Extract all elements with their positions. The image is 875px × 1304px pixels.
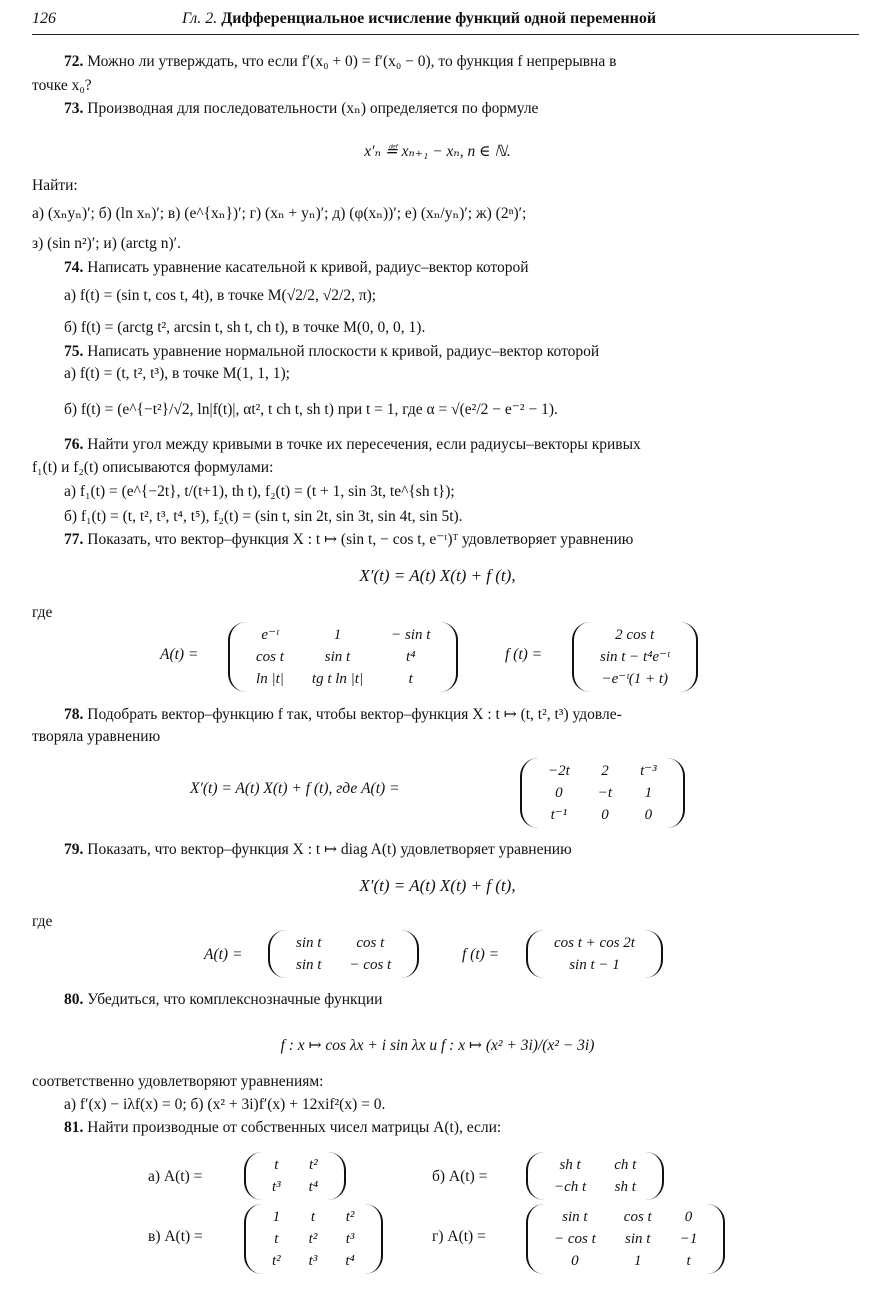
matrix-A-label: A(t) = xyxy=(204,946,243,963)
matrix-d-label: г) A(t) = xyxy=(432,1228,486,1245)
matrix-cell: t xyxy=(274,1157,279,1173)
matrix-A-77 xyxy=(228,622,458,692)
matrix-cell: 1 xyxy=(634,1253,642,1269)
formula-77 xyxy=(0,566,875,586)
problem-text: Можно ли утверждать, что если f′(x₀ + 0) = f′(x₀ − 0), то функция f непрерывна в xyxy=(87,53,617,70)
formula: X′(t) = A(t) X(t) + f (t), xyxy=(359,566,516,585)
problem-text: Подобрать вектор–функцию f так, чтобы вектор–функция X : t ↦ (t, t², t³) удовле- xyxy=(87,706,622,723)
matrix-row xyxy=(586,624,684,646)
header-divider xyxy=(32,34,859,35)
matrix-cell: t² xyxy=(308,1231,318,1247)
matrix-cell: sin t xyxy=(296,957,322,973)
matrix-cell: − sin t xyxy=(391,627,431,643)
matrix-cell: t³ xyxy=(308,1253,318,1269)
matrix-cell: t xyxy=(274,1231,279,1247)
matrix-cell: t⁴ xyxy=(308,1179,319,1195)
formula-80 xyxy=(0,1036,875,1056)
matrix-row xyxy=(540,1250,711,1272)
matrix-row xyxy=(586,668,684,690)
problem-77 xyxy=(64,530,633,550)
problem-number: 72. xyxy=(64,53,84,70)
matrix-row xyxy=(540,1228,711,1250)
matrix-81-d xyxy=(526,1204,725,1274)
matrix-table xyxy=(534,760,671,826)
problem-72 xyxy=(64,52,616,72)
problem-81 xyxy=(64,1118,501,1138)
where-label: где xyxy=(32,604,53,621)
problem-text: Написать уравнение нормальной плоскости к кривой, радиус–вектор которой xyxy=(87,343,600,360)
matrix-cell: t xyxy=(686,1253,691,1269)
matrix-a-label: а) A(t) = xyxy=(148,1168,203,1185)
matrix-row xyxy=(282,954,405,976)
matrix-label xyxy=(432,1168,487,1186)
problem-74-b: б) f(t) = (arctg t², arcsin t, sh t, ch t), в точке M(0, 0, 0, 1). xyxy=(64,319,426,336)
problem-number: 79. xyxy=(64,841,84,858)
page-header xyxy=(32,8,859,32)
problem-number: 76. xyxy=(64,436,84,453)
matrix-label xyxy=(204,946,242,964)
matrix-cell: sin t xyxy=(562,1209,588,1225)
matrix-table xyxy=(540,932,649,976)
problem-number: 74. xyxy=(64,259,84,276)
matrix-row xyxy=(258,1206,369,1228)
problem-text: Показать, что вектор–функция X : t ↦ (sin t, − cos t, e⁻ᵗ)ᵀ удовлетворяет уравнению xyxy=(87,531,634,548)
formula: f : x ↦ cos λx + i sin λx и f : x ↦ (x² + 3i)/(x² − 3i) xyxy=(280,1037,595,1054)
problem-75-a: а) f(t) = (t, t², t³), в точке M(1, 1, 1); xyxy=(64,365,290,382)
matrix-cell: t⁴ xyxy=(345,1253,355,1269)
matrix-cell: t² xyxy=(272,1253,281,1269)
formula-73 xyxy=(0,142,875,162)
matrix-cell: sin t xyxy=(625,1231,651,1247)
problem-text: Найти производные от собственных чисел матрицы A(t), если: xyxy=(87,1119,502,1136)
problem-number: 81. xyxy=(64,1119,84,1136)
matrix-cell: sin t − t⁴e⁻ᵗ xyxy=(600,649,670,665)
matrix-cell: sin t xyxy=(296,935,322,951)
matrix-cell: t xyxy=(310,1209,316,1225)
matrix-cell: 2 xyxy=(601,763,609,779)
matrix-cell: t² xyxy=(309,1157,318,1173)
problem-76-cont: f₁(t) и f₂(t) описываются формулами: xyxy=(32,459,274,476)
problem-number: 78. xyxy=(64,706,84,723)
matrix-A-label: A(t) = xyxy=(160,646,199,663)
matrix-table xyxy=(258,1206,369,1272)
matrix-cell: t⁴ xyxy=(406,649,416,665)
matrix-row xyxy=(258,1154,332,1176)
problem-text: Производная для последовательности (xₙ) определяется по формуле xyxy=(87,100,539,117)
matrix-row xyxy=(242,646,444,668)
matrix-cell: cos t + cos 2t xyxy=(554,935,635,951)
problem-72-cont: точке x₀? xyxy=(32,77,92,94)
matrix-cell: 2 cos t xyxy=(615,627,655,643)
matrix-cell: 0 xyxy=(684,1209,693,1225)
matrix-cell: cos t xyxy=(356,935,385,951)
formula: X′(t) = A(t) X(t) + f (t), xyxy=(359,876,516,895)
problem-74-a: а) f(t) = (sin t, cos t, 4t), в точке M(√2/2, √2/2, π); xyxy=(64,287,377,304)
matrix-row xyxy=(282,932,405,954)
matrix-81-c xyxy=(244,1204,383,1274)
page-number: 126 xyxy=(32,10,56,27)
matrix-cell: 0 xyxy=(571,1253,579,1269)
matrix-row xyxy=(534,782,671,804)
problem-number: 80. xyxy=(64,991,84,1008)
matrix-cell: sh t xyxy=(614,1179,636,1195)
formula: x′ₙ ≝ xₙ₊₁ − xₙ, n ∈ ℕ. xyxy=(364,143,511,160)
matrix-cell: 1 xyxy=(272,1209,281,1225)
matrix-cell: sin t xyxy=(324,649,351,665)
matrix-cell: tg t ln |t| xyxy=(311,671,364,687)
problem-text: Написать уравнение касательной к кривой, радиус–вектор которой xyxy=(87,259,529,276)
problem-78-cont: творяла уравнению xyxy=(32,728,161,745)
matrix-cell: −e⁻ᵗ(1 + t) xyxy=(601,671,669,687)
problem-75-b: б) f(t) = (e^{−t²}/√2, ln|f(t)|, αt², t ch t, sh t) при t = 1, где α = √(e²/2 − e⁻² − 1). xyxy=(64,401,558,418)
matrix-A-78 xyxy=(520,758,685,828)
matrix-cell: 0 xyxy=(555,785,563,801)
matrix-label xyxy=(148,1168,202,1186)
chapter-label: Гл. 2. xyxy=(182,10,218,27)
formula-78 xyxy=(190,780,400,798)
formula-79 xyxy=(0,876,875,896)
problem-text: Убедиться, что комплекснозначные функции xyxy=(87,991,383,1008)
matrix-cell: 0 xyxy=(644,807,653,823)
matrix-row xyxy=(242,668,444,690)
problem-80 xyxy=(64,990,382,1010)
problem-number: 73. xyxy=(64,100,84,117)
matrix-table xyxy=(242,624,444,690)
problem-number: 75. xyxy=(64,343,84,360)
problem-79 xyxy=(64,840,572,860)
matrix-cell: −t xyxy=(597,785,613,801)
vector-f-77 xyxy=(572,622,698,692)
vector-label xyxy=(505,646,542,664)
matrix-label xyxy=(432,1228,486,1246)
problem-73 xyxy=(64,99,538,119)
problem-73-items-2: з) (sin n²)′; и) (arctg n)′. xyxy=(32,235,181,252)
matrix-label xyxy=(148,1228,203,1246)
formula: X′(t) = A(t) X(t) + f (t), где A(t) = xyxy=(190,780,400,797)
matrix-cell: e⁻ᵗ xyxy=(261,627,279,643)
matrix-cell: cos t xyxy=(623,1209,652,1225)
matrix-cell: − cos t xyxy=(554,1231,596,1247)
problem-78 xyxy=(64,705,622,725)
problem-80-cont: соответственно удовлетворяют уравнениям: xyxy=(32,1073,324,1090)
problem-74 xyxy=(64,258,529,278)
matrix-cell: cos t xyxy=(256,649,284,665)
matrix-row xyxy=(534,804,671,826)
problem-76-b: б) f₁(t) = (t, t², t³, t⁴, t⁵), f₂(t) = (sin t, sin 2t, sin 3t, sin 4t, sin 5t). xyxy=(64,508,463,525)
where-label: где xyxy=(32,913,53,930)
matrix-row xyxy=(540,1176,650,1198)
matrix-A-79 xyxy=(268,930,419,978)
matrix-table xyxy=(282,932,405,976)
matrix-cell: sh t xyxy=(559,1157,581,1173)
matrix-cell: 1 xyxy=(644,785,653,801)
matrix-cell: −1 xyxy=(679,1231,698,1247)
matrix-81-b xyxy=(526,1152,664,1200)
matrix-table xyxy=(258,1154,332,1198)
matrix-row xyxy=(258,1228,369,1250)
matrix-cell: 0 xyxy=(601,807,609,823)
chapter-title: Дифференциальное исчисление функций одной переменной xyxy=(221,10,657,27)
vector-f-label: f (t) = xyxy=(505,646,543,663)
matrix-cell: ch t xyxy=(614,1157,637,1173)
find-label: Найти: xyxy=(32,177,78,194)
matrix-cell: t³ xyxy=(345,1231,355,1247)
matrix-cell: t xyxy=(408,671,413,687)
matrix-cell: 1 xyxy=(333,627,342,643)
matrix-label xyxy=(160,646,198,664)
matrix-row xyxy=(258,1250,369,1272)
matrix-row xyxy=(540,1206,711,1228)
problem-76 xyxy=(64,435,641,455)
problem-text: Найти угол между кривыми в точке их пересечения, если радиусы–векторы кривых xyxy=(87,436,641,453)
matrix-table xyxy=(540,1206,711,1272)
problem-80-items: а) f′(x) − iλf(x) = 0; б) (x² + 3i)f′(x) + 12xif²(x) = 0. xyxy=(64,1096,386,1113)
vector-label xyxy=(462,946,499,964)
problem-75 xyxy=(64,342,599,362)
matrix-b-label: б) A(t) = xyxy=(432,1168,488,1185)
matrix-row xyxy=(534,760,671,782)
matrix-cell: t⁻¹ xyxy=(550,807,568,823)
chapter-heading xyxy=(182,10,656,28)
matrix-cell: t³ xyxy=(272,1179,281,1195)
matrix-row xyxy=(540,1154,650,1176)
matrix-cell: − cos t xyxy=(349,957,392,973)
matrix-row xyxy=(242,624,444,646)
problem-text: Показать, что вектор–функция X : t ↦ diag A(t) удовлетворяет уравнению xyxy=(87,841,572,858)
matrix-cell: −ch t xyxy=(554,1179,587,1195)
matrix-cell: t² xyxy=(345,1209,355,1225)
matrix-row xyxy=(540,954,649,976)
matrix-table xyxy=(586,624,684,690)
vector-f-79 xyxy=(526,930,663,978)
matrix-cell: −2t xyxy=(548,763,570,779)
problem-73-items-1: а) (xₙyₙ)′; б) (ln xₙ)′; в) (e^{xₙ})′; г) (xₙ + yₙ)′; д) (φ(xₙ))′; е) (xₙ/yₙ)′; ж) (2ⁿ)′; xyxy=(32,205,527,222)
matrix-c-label: в) A(t) = xyxy=(148,1228,203,1245)
matrix-row xyxy=(540,932,649,954)
problem-76-a: а) f₁(t) = (e^{−2t}, t/(t+1), th t), f₂(t) = (t + 1, sin 3t, te^{sh t}); xyxy=(64,483,455,500)
matrix-row xyxy=(258,1176,332,1198)
matrix-cell: sin t − 1 xyxy=(569,957,620,973)
matrix-cell: t⁻³ xyxy=(640,763,657,779)
problem-number: 77. xyxy=(64,531,84,548)
matrix-table xyxy=(540,1154,650,1198)
matrix-81-a xyxy=(244,1152,346,1200)
matrix-cell: ln |t| xyxy=(256,671,284,687)
matrix-row xyxy=(586,646,684,668)
vector-f-label: f (t) = xyxy=(462,946,500,963)
